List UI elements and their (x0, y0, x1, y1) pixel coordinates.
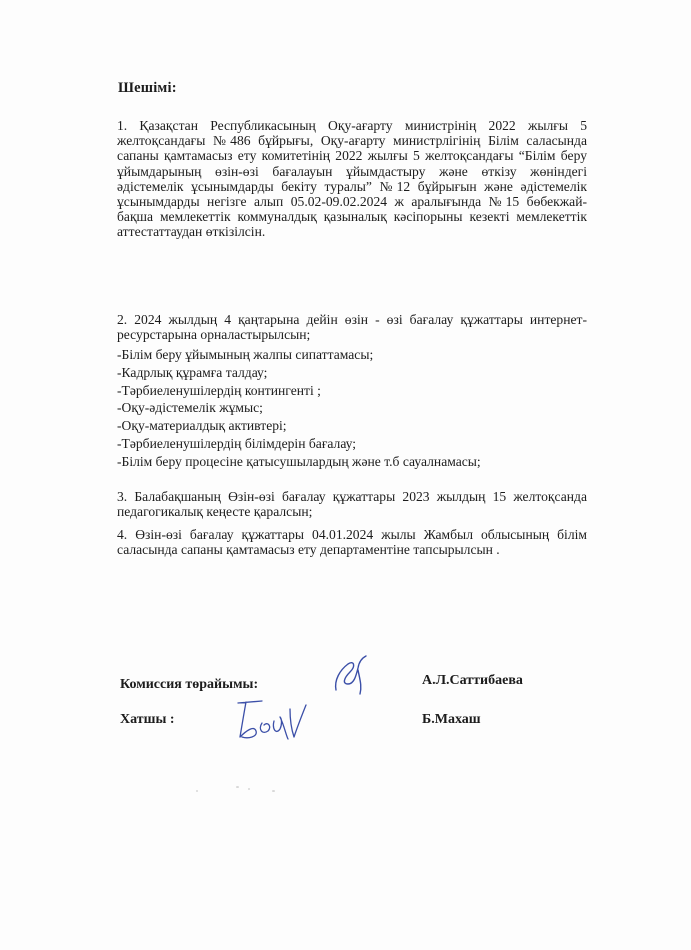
scan-speck (236, 786, 239, 788)
secretary-signature (232, 695, 310, 743)
decision-item-2: 2. 2024 жылдың 4 қаңтарына дейін өзін - өзі бағалау құжаттары интернет-ресурстарына орналастырылсын; (117, 312, 587, 343)
scan-speck (196, 790, 198, 792)
scan-speck (248, 788, 250, 790)
chair-name: А.Л.Саттибаева (422, 673, 523, 688)
list-item: -Тәрбиеленушілердің контингенті ; (117, 382, 321, 398)
list-item: -Тәрбиеленушілердің білімдерін бағалау; (117, 435, 357, 451)
decision-item-3: 3. Балабақшаның Өзін-өзі бағалау құжаттары 2023 жылдың 15 желтоқсанда педагогикалық кеңесте қаралсын; (117, 489, 587, 520)
chair-label: Комиссия төрайымы: (120, 677, 259, 692)
list-item: -Білім беру процесіне қатысушылардың және т.б сауалнамасы; (117, 453, 481, 469)
list-item: -Кадрлық құрамға талдау; (117, 364, 268, 380)
chair-signature (326, 650, 374, 698)
decision-item-4: 4. Өзін-өзі бағалау құжаттары 04.01.2024 жылы Жамбыл облысының білім саласында сапаны қамтамасыз ету департаментіне тапсырылсын . (117, 527, 587, 558)
list-item: -Оқу-әдістемелік жұмыс; (117, 400, 263, 416)
secretary-label: Хатшы : (120, 712, 175, 727)
secretary-name: Б.Махаш (422, 712, 481, 727)
decision-heading: Шешімі: (118, 80, 177, 96)
list-item: -Оқу-материалдық активтері; (117, 418, 287, 434)
document-list (117, 346, 587, 471)
list-item: -Білім беру ұйымының жалпы сипаттамасы; (117, 347, 374, 362)
decision-item-1: 1. Қазақстан Республикасының Оқу-ағарту министрінің 2022 жылғы 5 желтоқсандағы №486 бұйрығы, Оқу-ағарту министрлігінің Білім саласында сапаны қамтамасыз ету комитетінің 2022 жылғы 5 желтоқсандағы “Білім беру ұйымдарының өзін-өзі бағалауын ұйымдастыру және өткізу жөніндегі әдістемелік ұсынымдарды бекіту туралы” №12 бұйрығын және әдістемелік ұсынымдарды негізге алып 05.02-09.02.2024 ж аралығында №15 бөбекжай-бақша мемлекеттік коммуналдық қазыналық кәсіпорыны кезекті мемлекеттік аттестаттаудан өткізілсін. (117, 118, 587, 240)
scan-speck (272, 790, 275, 792)
